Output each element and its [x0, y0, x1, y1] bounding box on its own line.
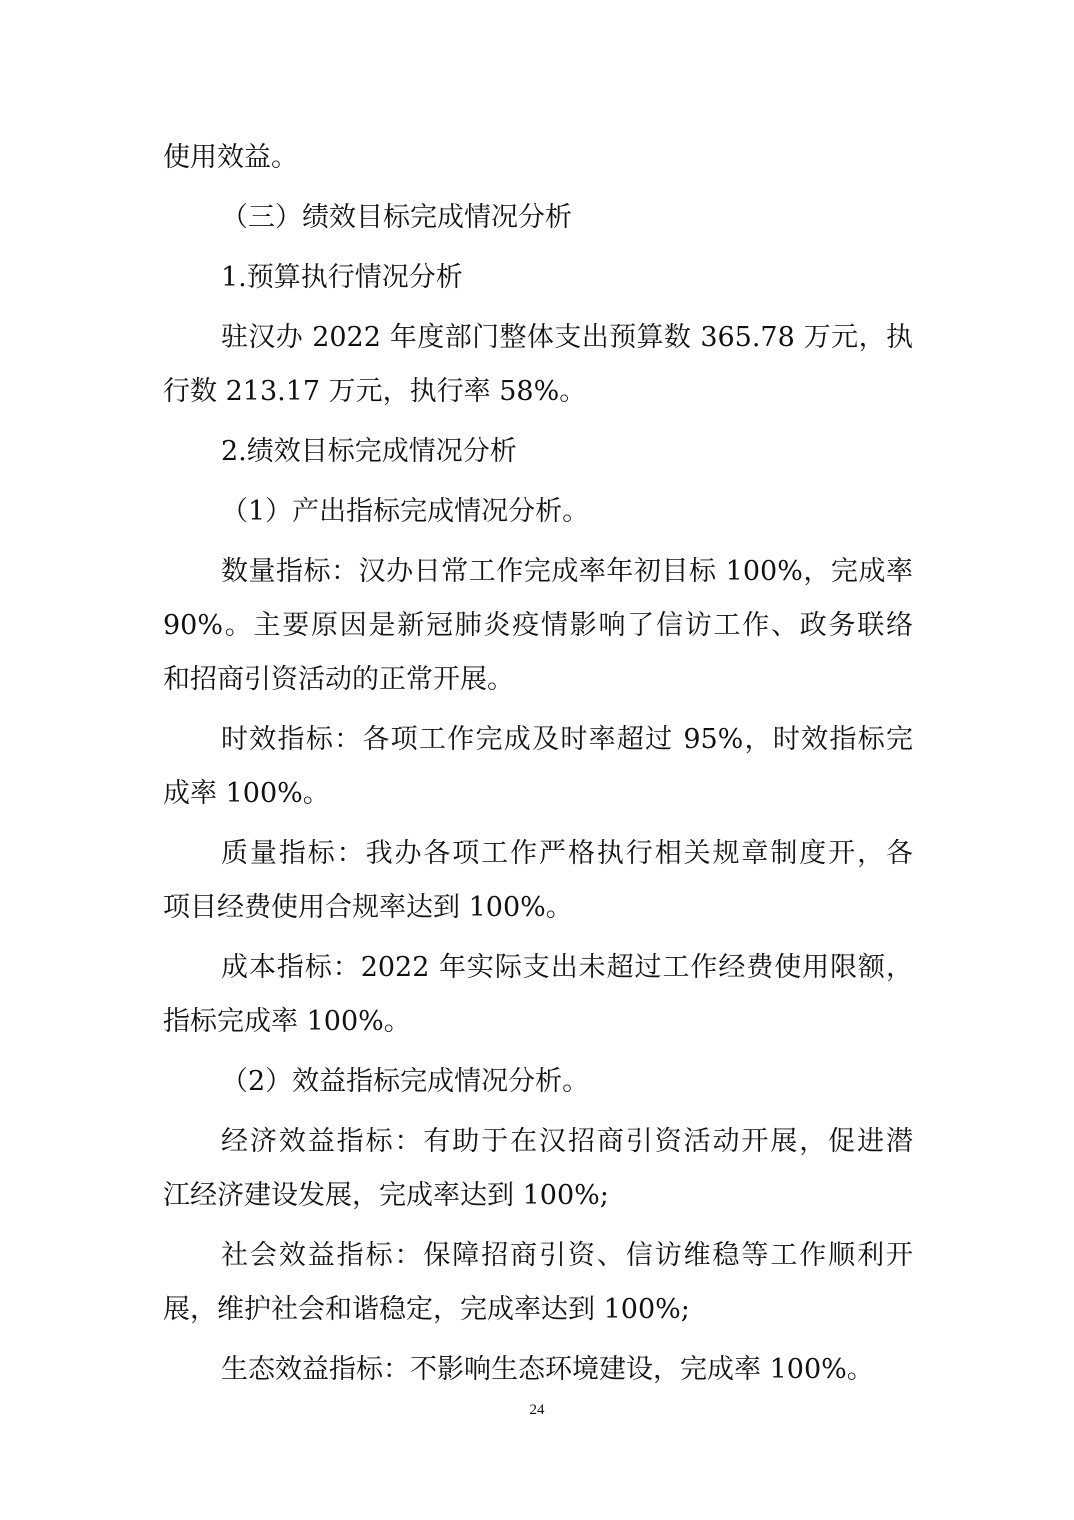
subheading-budget-execution: 1.预算执行情况分析 [221, 262, 463, 293]
paragraph-economic-line-2: 江经济建设发展，完成率达到 100%; [163, 1180, 609, 1211]
paragraph-cost-line-2: 指标完成率 100%。 [163, 1006, 411, 1037]
paragraph-timeliness-line-1: 时效指标：各项工作完成及时率超过 95%，时效指标完 [221, 724, 913, 755]
paragraph-quality-line-1: 质量指标：我办各项工作严格执行相关规章制度开，各 [221, 838, 913, 869]
paragraph-quality-line-2: 项目经费使用合规率达到 100%。 [163, 892, 573, 923]
paragraph-economic-line-1: 经济效益指标：有助于在汉招商引资活动开展，促进潜 [221, 1126, 913, 1157]
section-heading-3: （三）绩效目标完成情况分析 [221, 202, 572, 233]
subheading-output-indicators: （1）产出指标完成情况分析。 [221, 496, 590, 527]
paragraph-timeliness-line-2: 成率 100%。 [163, 778, 330, 809]
paragraph-quantity-line-3: 和招商引资活动的正常开展。 [163, 664, 514, 695]
paragraph-quantity-line-2: 90%。主要原因是新冠肺炎疫情影响了信访工作、政务联络 [163, 610, 913, 641]
paragraph-social-line-2: 展，维护社会和谐稳定，完成率达到 100%; [163, 1294, 690, 1325]
paragraph-cost-line-1: 成本指标：2022 年实际支出未超过工作经费使用限额， [221, 952, 913, 983]
page-number: 24 [529, 1402, 545, 1418]
paragraph-quantity-line-1: 数量指标：汉办日常工作完成率年初目标 100%，完成率 [221, 556, 913, 587]
paragraph-social-line-1: 社会效益指标：保障招商引资、信访维稳等工作顺利开 [221, 1240, 913, 1271]
paragraph-budget-line-2: 行数 213.17 万元，执行率 58%。 [163, 376, 587, 407]
text-line-continuation: 使用效益。 [163, 142, 298, 173]
subheading-benefit-indicators: （2）效益指标完成情况分析。 [221, 1066, 590, 1097]
document-body [163, 131, 913, 1397]
paragraph-budget-line-1: 驻汉办 2022 年度部门整体支出预算数 365.78 万元，执 [221, 322, 913, 353]
subheading-performance-goals: 2.绩效目标完成情况分析 [221, 436, 517, 467]
paragraph-ecological: 生态效益指标：不影响生态环境建设，完成率 100%。 [221, 1354, 874, 1385]
